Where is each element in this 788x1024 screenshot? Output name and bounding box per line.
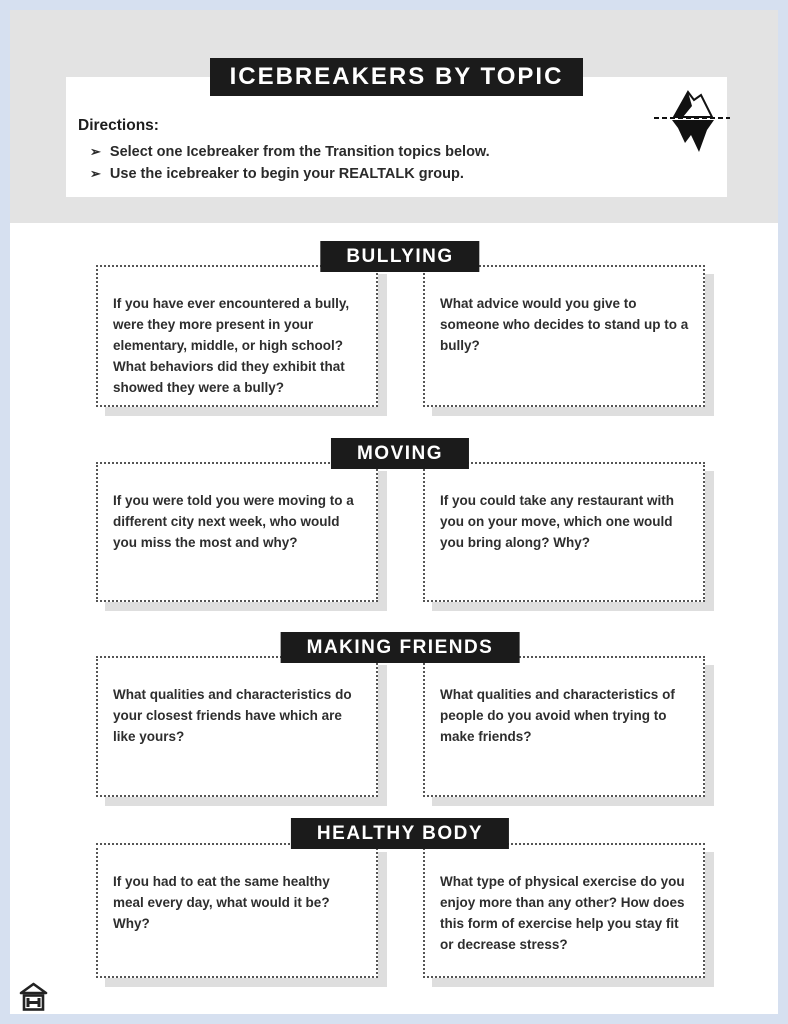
page-title-text: ICEBREAKERS BY TOPIC [229, 63, 564, 90]
arrow-bullet-icon: ➢ [90, 144, 101, 159]
question-text: What advice would you give to someone who decides to stand up to a bully? [440, 296, 689, 353]
question-card [423, 265, 705, 407]
section-title-text: BULLYING [346, 245, 454, 267]
section-title-healthy-body [291, 818, 509, 849]
directions-list [90, 141, 490, 185]
section-title-bullying [320, 241, 479, 272]
question-text: If you could take any restaurant with you on your move, which one would you bring along? Why? [440, 493, 675, 550]
section-title-making-friends [281, 632, 520, 663]
section-title-text: HEALTHY BODY [316, 822, 484, 844]
direction-text: Select one Icebreaker from the Transition topics below. [109, 144, 490, 160]
question-text: What type of physical exercise do you enjoy more than any other? How does this form of exercise help you stay fit or decrease stress? [440, 874, 685, 952]
question-text: If you were told you were moving to a different city next week, who would you miss the most and why? [113, 493, 354, 550]
question-card [96, 462, 378, 602]
question-text: What qualities and characteristics of people do you avoid when trying to make friends? [440, 687, 675, 744]
direction-text: Use the icebreaker to begin your REALTALK group. [109, 166, 464, 182]
question-text: If you have ever encountered a bully, were they more present in your elementary, middle, or high school? What behaviors did they exhibit that showed they were a bully? [113, 296, 350, 395]
question-card [423, 462, 705, 602]
house-logo-icon [17, 981, 50, 1014]
arrow-bullet-icon: ➢ [90, 166, 101, 181]
direction-item [90, 163, 490, 185]
section-title-text: MOVING [356, 442, 444, 464]
section-title-text: MAKING FRIENDS [306, 636, 494, 658]
section-title-moving [331, 438, 469, 469]
directions-label: Directions: [78, 117, 159, 134]
question-card [423, 656, 705, 797]
question-text: What qualities and characteristics do your closest friends have which are like yours? [113, 687, 352, 744]
question-card [96, 656, 378, 797]
iceberg-icon [652, 86, 732, 154]
question-card [96, 843, 378, 978]
question-card [96, 265, 378, 407]
direction-item [90, 141, 490, 163]
question-card [423, 843, 705, 978]
question-text: If you had to eat the same healthy meal every day, what would it be? Why? [113, 874, 330, 931]
page-title [210, 58, 583, 96]
